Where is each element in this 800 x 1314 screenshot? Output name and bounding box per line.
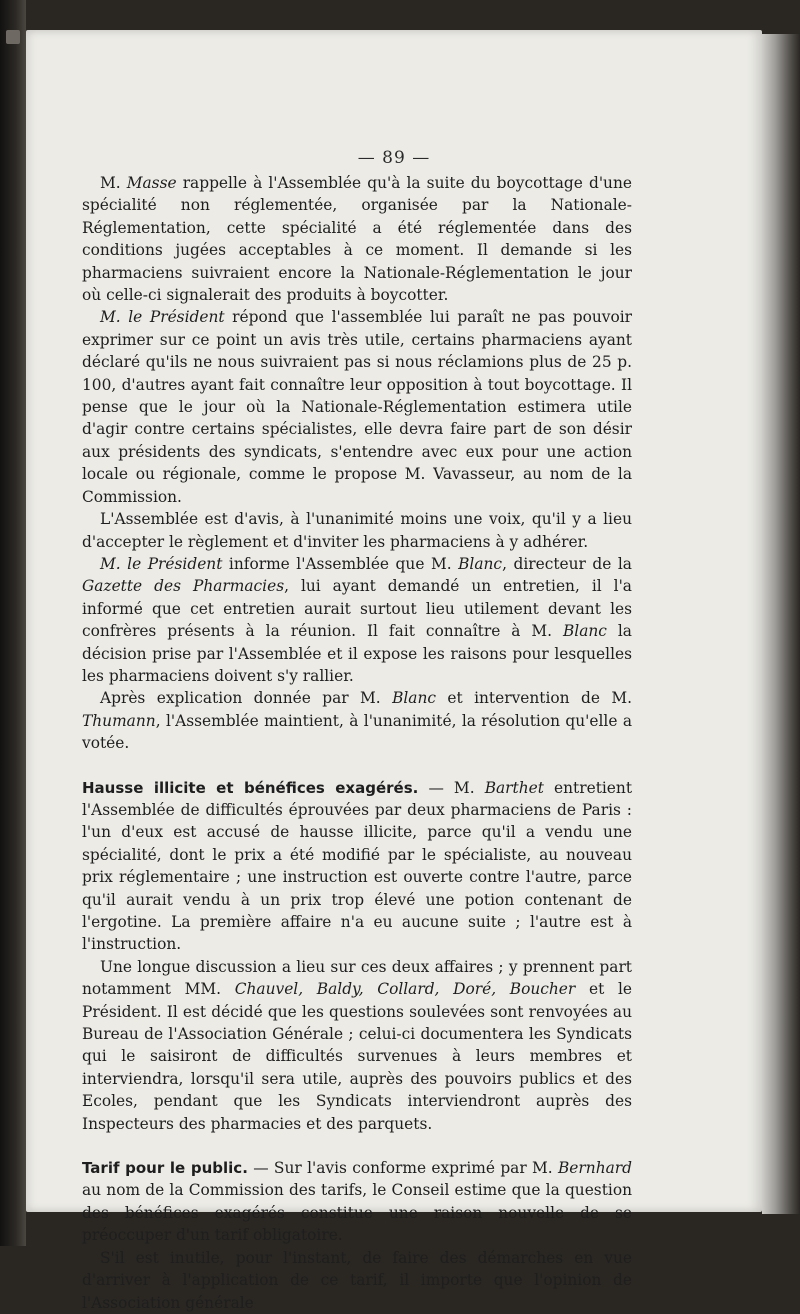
- page-body: [82, 172, 632, 1314]
- paragraph-explanation: Après explication donnée par M. Blanc et intervention de M. Thumann, l'Assemblée maintient, à l'unanimité, la résolution qu'elle a votée.: [82, 689, 632, 753]
- section-tarif-public: Tarif pour le public. — Sur l'avis conforme exprimé par M. Bernhard au nom de la Commission des tarifs, le Conseil estime que la question des bénéfices exagérés constitue une raison nouvelle de se préoccuper d'un tarif obligatoire.: [82, 1159, 632, 1245]
- paragraph-tarif-application: S'il est inutile, pour l'instant, de faire des démarches en vue d'arriver à l'application de ce tarif, il importe que l'opinion de l'Association générale: [82, 1248, 632, 1312]
- book-binding-left: [0, 0, 26, 1246]
- person-name: Masse: [126, 174, 177, 192]
- person-names: Chauvel, Baldy, Collard, Doré, Boucher: [234, 980, 576, 999]
- paragraph-discussion: Une longue discussion a lieu sur ces deux affaires ; y prennent part notamment MM. Chauvel, Baldy, Collard, Doré, Boucher et le Président. Il est décidé que les questions soulevées sont renvoyées au Bureau de l'Association Générale ; celui-ci documentera les Syndicats qui le saisiront de difficultés survenues à leurs membres et interviendra, lorsqu'il sera utile, auprès des pouvoirs publics et des Ecoles, pendant que les Syndicats interviendront auprès des Inspecteurs des pharmacies et des parquets.: [82, 957, 632, 1133]
- person-name: M. le Président: [100, 308, 225, 327]
- section-title: Tarif pour le public.: [82, 1159, 248, 1178]
- journal-title: Gazette des Pharmacies: [82, 577, 285, 596]
- person-name: Barthet: [484, 778, 544, 797]
- person-name: Blanc: [458, 554, 503, 573]
- paragraph-president-reply: M. le Président répond que l'assemblée lui paraît ne pas pouvoir exprimer sur ce point un avis très utile, certains pharmaciens ayant déclaré qu'ils ne nous suivraient pas si nous réclamions plus de 25 p. 100, d'autres ayant fait connaître leur opposition à tout boycottage. Il pense que le jour où la Nationale-Réglementation estimera utile d'agir contre certains spécialistes, elle devra faire part de son désir aux présidents des syndicats, s'entendre avec eux pour une action locale ou régionale, comme le propose M. Vavasseur, au nom de la Commission.: [82, 308, 632, 506]
- page-edge-right: [762, 34, 800, 1214]
- paragraph-assembly-vote: L'Assemblée est d'avis, à l'unanimité moins une voix, qu'il y a lieu d'accepter le règlement et d'inviter les pharmaciens à y adhérer.: [82, 510, 632, 551]
- person-name: Blanc: [562, 622, 607, 641]
- section-title: Hausse illicite et bénéfices exagérés.: [82, 778, 419, 797]
- person-name: Bernhard: [558, 1159, 632, 1178]
- person-name: Thumann: [82, 711, 156, 730]
- binding-clip: [6, 30, 20, 44]
- page-number: — 89 —: [357, 148, 431, 168]
- person-name: Blanc: [392, 689, 437, 708]
- paragraph-president-blanc: M. le Président informe l'Assemblée que M. Blanc, directeur de la Gazette des Pharmacies, lui ayant demandé un entretien, il l'a informé que cet entretien aurait surtout lieu utilement devant les confrères présents à la réunion. Il fait connaître à M. Blanc la décision prise par l'Assemblée et il expose les raisons pour lesquelles les pharmaciens doivent s'y rallier.: [82, 554, 632, 685]
- section-hausse-illicite: Hausse illicite et bénéfices exagérés. — M. Barthet entretient l'Assemblée de difficultés éprouvées par deux pharmaciens de Paris : l'un d'eux est accusé de hausse illicite, parce qu'il a vendu une spécialité, dont le prix a été modifié par le spécialiste, au nouveau prix réglementaire ; une instruction est ouverte contre l'autre, parce qu'il aurait vendu à un prix trop élevé une potion contenant de l'ergotine. La première affaire n'a eu aucune suite ; l'autre est à l'instruction.: [82, 778, 633, 954]
- person-name: M. le Président: [100, 554, 223, 573]
- paragraph-masse: M. Masse rappelle à l'Assemblée qu'à la suite du boycottage d'une spécialité non réglementée, organisée par la Nationale-Réglementation, cette spécialité a été réglementée dans des conditions jugées acceptables à ce moment. Il demande si les pharmaciens suivraient encore la Nationale-Réglementation le jour où celle-ci signalerait des produits à boycotter.: [82, 174, 632, 305]
